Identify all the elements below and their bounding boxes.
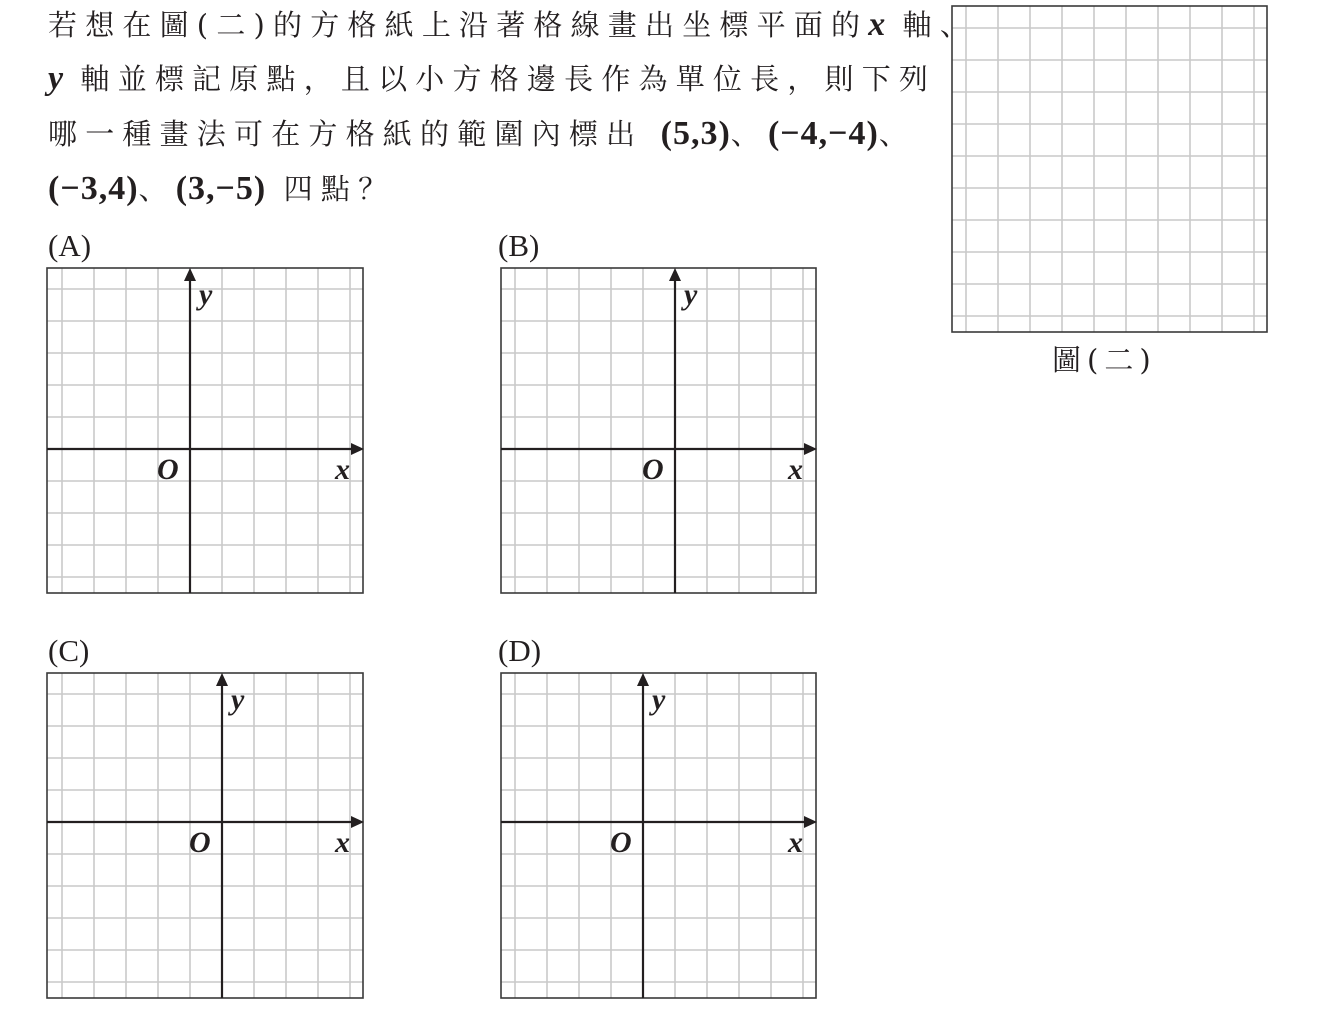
question-text-segment: 軸、 [885,8,978,42]
option-c-coordinate-grid [43,669,367,1002]
y-axis-arrow-icon [669,268,681,281]
y-axis-arrow-icon [637,673,649,686]
axis-variable: y [48,60,64,97]
question-line-1 [48,8,977,42]
coordinate-point: (−3,4) [48,170,139,207]
question-text-segment: 若想在圖(二)的方格紙上沿著格線畫出坐標平面的 [48,8,869,42]
y-axis-label: y [199,278,213,311]
coordinate-point: (−4,−4) [767,115,879,152]
question-text-segment: 軸並標記原點，且以小方格邊長作為單位長，則下列 [63,62,937,96]
reference-grid-paper [950,4,1269,334]
x-axis-arrow-icon [804,443,817,455]
coordinate-point: (3,−5) [175,170,267,207]
y-axis-arrow-icon [184,268,196,281]
origin-label: O [189,826,211,859]
question-line-4 [48,172,395,206]
x-axis-label: x [788,453,803,486]
option-b-label: (B) [498,228,540,263]
y-axis-label: y [684,278,698,311]
y-axis-label: y [231,683,245,716]
origin-label: O [157,453,179,486]
coordinate-point: (5,3) [660,115,731,152]
origin-label: O [610,826,632,859]
option-a-label: (A) [48,228,92,263]
reference-figure-caption: 圖(二) [1052,343,1157,377]
question-text-segment: 哪一種畫法可在方格紙的範圍內標出 [48,117,661,151]
x-axis-arrow-icon [351,816,364,828]
question-text-segment: 、 [730,117,768,151]
x-axis-label: x [335,453,350,486]
question-line-3 [48,117,916,151]
y-axis-arrow-icon [216,673,228,686]
x-axis-arrow-icon [804,816,817,828]
y-axis-label: y [652,683,666,716]
x-axis-label: x [788,826,803,859]
axis-variable: x [868,6,886,43]
question-text-segment: 、 [878,117,917,151]
option-a-coordinate-grid [43,264,367,597]
question-text-segment: 四點？ [266,172,396,206]
option-c-label: (C) [48,633,90,668]
grid-border [952,6,1267,332]
x-axis-label: x [335,826,350,859]
origin-label: O [642,453,664,486]
option-d-coordinate-grid [497,669,820,1002]
question-line-2 [48,62,936,96]
option-b-coordinate-grid [497,264,820,597]
option-d-label: (D) [498,633,542,668]
question-text-segment: 、 [138,172,176,206]
x-axis-arrow-icon [351,443,364,455]
